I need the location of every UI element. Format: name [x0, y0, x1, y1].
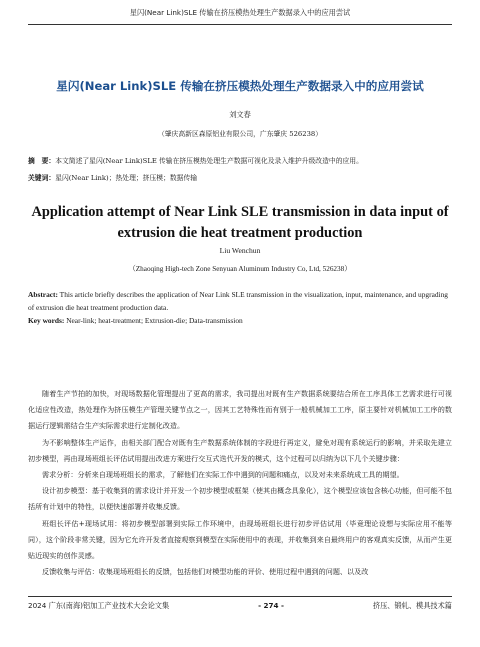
footer-section: 挤压、锻轧、模具技术篇	[372, 601, 452, 610]
chinese-abstract-label: 摘 要：	[28, 157, 56, 165]
chinese-keywords-label: 关键词：	[28, 174, 56, 182]
body-paragraph: 随着生产节拍的加快，对现场数据化管理提出了更高的需求，我司提出对既有生产数据系统要结合所在工序具体工艺需求进行可视化适应性改造，热处理作为挤压模生产管理关键节点之一，因其工艺特殊性而有别于一般机械加工工序，原主要针对机械加工工序的数据运行逻辑需结合生产实际需求进行定制化改造。	[28, 389, 452, 431]
chinese-abstract-text: 本文简述了星闪(Near Link)SLE 传输在挤压模热处理生产数据可视化及录入维护升级改造中的应用。	[55, 157, 363, 165]
english-abstract-label: Abstract:	[28, 290, 58, 299]
chinese-abstract	[28, 155, 452, 165]
english-title: Application attempt of Near Link SLE transmission in data input of extrusion die heat treatment production	[31, 204, 449, 241]
english-abstract-text: This article briefly describes the application of Near Link SLE transmission in the visualization, input, maintenance, and upgrading of extrusion die heat treatment production data.	[28, 290, 448, 312]
english-abstract	[28, 289, 452, 315]
footer-proceedings: 2024 广东(南海)铝加工产业技术大会论文集	[28, 601, 170, 610]
body-text	[28, 386, 452, 580]
english-keywords-label: Key words:	[28, 316, 65, 325]
chinese-keywords-text: 星闪(Near Link)；热处理；挤压模；数据传输	[55, 174, 198, 182]
chinese-keywords	[28, 172, 452, 182]
chinese-title: 星闪(Near Link)SLE 传输在挤压模热处理生产数据录入中的应用尝试	[56, 79, 424, 93]
body-paragraph: 为不影响整体生产运作，由相关部门配合对既有生产数据系统体制的字段进行再定义，避免对现有系统运行的影响，并采取先建立初步模型，再由现场班组长评估试用提出改进方案进行交互式迭代开发的模式，这个过程可以归纳为以下几个关键步骤：	[28, 437, 452, 463]
header-rule	[28, 24, 452, 25]
body-paragraph: 班组长评估+现场试用：将初步模型部署到实际工作环境中，由现场班组长进行初步评估试用（毕竟理论设想与实际应用不能等同），这个阶段非常关键，因为它允许开发者直接观察到模型在实际使用中的表现，并收集到来自最终用户的客观真实反馈，从而产生更贴近现实的创作灵感。	[28, 518, 452, 561]
chinese-affiliation: （肇庆高新区森原铝业有限公司，广东肇庆 526238）	[157, 130, 323, 138]
footer-rule	[28, 596, 452, 597]
running-header: 星闪(Near Link)SLE 传输在挤压模热处理生产数据录入中的应用尝试	[129, 8, 351, 17]
body-paragraph: 设计初步模型：基于收集到的需求设计并开发一个初步模型或框架（使其由概念具象化），这个模型应该包含核心功能，但可能不包括所有计划中的特性，以便快速部署并收集反馈。	[28, 486, 452, 512]
page-footer	[28, 601, 452, 611]
page-number: - 274 -	[258, 601, 285, 610]
english-affiliation: （Zhaoqing High-tech Zone Senyuan Aluminum Industry Co, Ltd, 526238）	[128, 265, 352, 273]
english-author: Liu Wenchun	[219, 246, 261, 255]
chinese-author: 刘文春	[229, 110, 251, 119]
body-paragraph: 反馈收集与评估：收集现场班组长的反馈，包括他们对模型功能的评价、使用过程中遇到的问题、以及改	[42, 567, 369, 577]
body-paragraph: 需求分析：分析来自现场班组长的需求，了解他们在实际工作中遇到的问题和痛点，以及对未来系统成工具的期望。	[42, 470, 404, 480]
english-keywords	[28, 316, 452, 325]
english-keywords-text: Near-link; heat-treatment; Extrusion-die; Data-transmission	[64, 316, 243, 325]
